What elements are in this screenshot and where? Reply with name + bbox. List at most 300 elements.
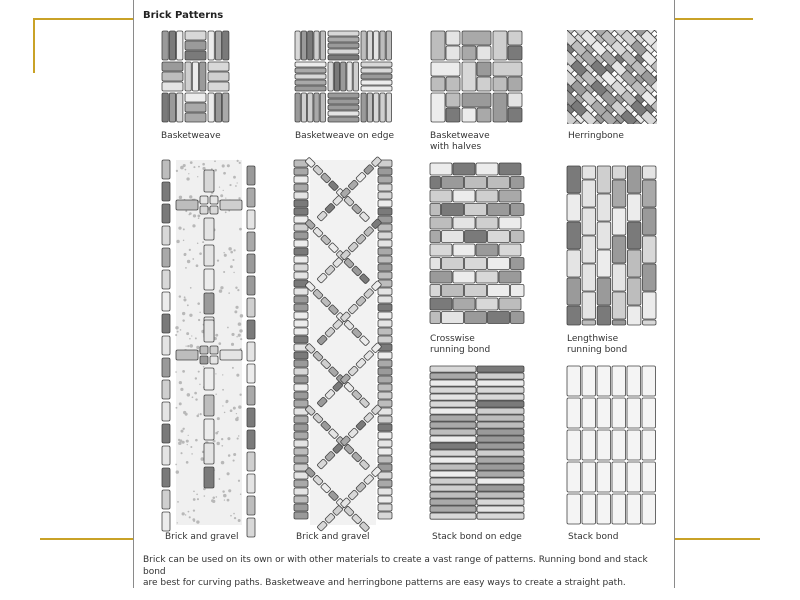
brick bbox=[378, 296, 392, 303]
brick bbox=[477, 485, 524, 491]
brick bbox=[789, 106, 800, 129]
brick bbox=[477, 108, 491, 122]
brick bbox=[378, 168, 392, 175]
brick bbox=[729, 106, 752, 129]
brick bbox=[430, 177, 441, 189]
gravel-speck bbox=[201, 457, 205, 461]
brick bbox=[643, 166, 657, 179]
brick bbox=[521, 0, 544, 13]
brick bbox=[521, 90, 544, 113]
brick bbox=[749, 106, 772, 129]
brick bbox=[597, 278, 611, 305]
brick bbox=[621, 10, 644, 33]
brick bbox=[294, 232, 308, 239]
gravel-speck bbox=[240, 314, 243, 317]
gravel-speck bbox=[228, 454, 231, 457]
brick bbox=[176, 200, 198, 210]
brick bbox=[531, 100, 554, 123]
brick bbox=[759, 76, 782, 99]
brick bbox=[661, 110, 684, 133]
gravel-speck bbox=[190, 446, 192, 448]
brick bbox=[531, 20, 554, 43]
brick bbox=[681, 70, 704, 93]
brick bbox=[477, 401, 524, 407]
brick bbox=[378, 400, 392, 407]
gravel-speck bbox=[233, 460, 235, 462]
brick bbox=[642, 494, 656, 524]
brick bbox=[208, 82, 229, 91]
brick bbox=[627, 222, 641, 249]
brick bbox=[739, 16, 762, 39]
brick bbox=[689, 0, 712, 9]
brick bbox=[442, 204, 464, 216]
brick bbox=[493, 93, 507, 122]
brick bbox=[294, 504, 308, 511]
brick bbox=[462, 31, 491, 45]
brick bbox=[177, 93, 183, 122]
gravel-speck bbox=[175, 371, 177, 373]
brick bbox=[361, 93, 366, 122]
gravel-speck bbox=[224, 254, 227, 257]
brick bbox=[295, 80, 326, 85]
brick bbox=[669, 66, 692, 89]
gravel-speck bbox=[178, 442, 182, 446]
gravel-speck bbox=[182, 428, 184, 430]
gravel-speck bbox=[181, 452, 183, 454]
brick bbox=[669, 86, 692, 109]
brick bbox=[582, 398, 596, 428]
brick bbox=[210, 346, 218, 354]
gravel-speck bbox=[198, 319, 200, 321]
brick bbox=[499, 217, 521, 229]
brick bbox=[511, 231, 525, 243]
brick bbox=[541, 90, 564, 113]
brick bbox=[411, 0, 434, 23]
brick bbox=[612, 292, 626, 319]
gravel-speck bbox=[189, 314, 192, 317]
brick bbox=[761, 90, 784, 113]
brick bbox=[378, 304, 392, 311]
brick bbox=[294, 432, 308, 439]
brick bbox=[247, 408, 255, 427]
brick bbox=[612, 166, 626, 179]
brick bbox=[671, 40, 694, 63]
brick bbox=[499, 298, 521, 310]
gravel-speck bbox=[178, 226, 181, 229]
brick bbox=[508, 93, 522, 107]
gravel-speck bbox=[230, 409, 233, 412]
brick bbox=[789, 66, 800, 89]
brick bbox=[430, 380, 476, 386]
brick bbox=[477, 380, 524, 386]
brick bbox=[721, 70, 744, 93]
gravel-speck bbox=[219, 187, 220, 188]
brick bbox=[739, 76, 762, 99]
brick bbox=[442, 258, 464, 270]
basketweave-pattern bbox=[162, 31, 229, 122]
gravel-speck bbox=[225, 198, 226, 199]
brick bbox=[721, 50, 744, 73]
gravel-speck bbox=[203, 366, 205, 368]
brick bbox=[295, 86, 326, 91]
brick bbox=[769, 26, 792, 49]
brick bbox=[220, 200, 242, 210]
gravel-speck bbox=[211, 168, 213, 170]
brick bbox=[791, 80, 800, 103]
brick bbox=[162, 292, 170, 311]
brick bbox=[567, 166, 581, 193]
brick bbox=[661, 50, 684, 73]
brick bbox=[476, 244, 498, 256]
brick bbox=[459, 0, 482, 19]
brick bbox=[294, 448, 308, 455]
brick bbox=[378, 456, 392, 463]
gravel-speck bbox=[224, 499, 225, 500]
gravel-speck bbox=[179, 196, 182, 199]
gravel-speck bbox=[179, 381, 182, 384]
brick bbox=[659, 16, 682, 39]
brick bbox=[671, 100, 694, 123]
brick bbox=[539, 36, 562, 59]
brick bbox=[699, 76, 722, 99]
brick bbox=[691, 80, 714, 103]
brick bbox=[430, 366, 476, 372]
brick bbox=[430, 436, 476, 442]
brick bbox=[709, 86, 732, 109]
brick bbox=[477, 464, 524, 470]
label-lengthwise-line1: Lengthwise bbox=[567, 334, 619, 344]
brick bbox=[469, 0, 492, 9]
brick bbox=[661, 10, 684, 33]
gravel-speck bbox=[216, 496, 218, 498]
brick bbox=[378, 272, 392, 279]
brick bbox=[294, 208, 308, 215]
brick bbox=[247, 188, 255, 207]
brick bbox=[541, 110, 564, 133]
brick bbox=[430, 457, 476, 463]
brick bbox=[488, 231, 510, 243]
gravel-speck bbox=[236, 374, 239, 377]
brick bbox=[208, 93, 214, 122]
brick bbox=[643, 180, 657, 207]
gravel-speck bbox=[185, 169, 187, 171]
brick bbox=[582, 264, 596, 291]
brick bbox=[185, 51, 206, 60]
brick bbox=[779, 56, 800, 79]
brick bbox=[430, 429, 476, 435]
brick bbox=[378, 232, 392, 239]
brick bbox=[679, 16, 702, 39]
brick bbox=[328, 49, 359, 54]
gravel-speck bbox=[223, 172, 226, 175]
brick bbox=[223, 93, 229, 122]
brick bbox=[551, 0, 574, 3]
gravel-speck bbox=[198, 371, 200, 373]
gravel-speck bbox=[187, 345, 189, 347]
brick bbox=[477, 77, 491, 91]
gravel-speck bbox=[187, 304, 189, 306]
brick bbox=[519, 16, 542, 39]
brick bbox=[627, 366, 641, 396]
gravel-speck bbox=[233, 249, 235, 251]
gravel-speck bbox=[196, 346, 199, 349]
brick bbox=[661, 70, 684, 93]
brick bbox=[669, 46, 692, 69]
gravel-speck bbox=[227, 437, 230, 440]
gravel-speck bbox=[228, 489, 231, 492]
brick bbox=[247, 342, 255, 361]
brick bbox=[639, 0, 662, 19]
brick bbox=[582, 208, 596, 235]
brick bbox=[731, 20, 754, 43]
brick bbox=[541, 0, 564, 13]
brick bbox=[361, 68, 392, 73]
brick bbox=[247, 452, 255, 471]
brick bbox=[541, 30, 564, 53]
brick bbox=[328, 111, 359, 116]
brick bbox=[631, 0, 654, 3]
brick bbox=[162, 490, 170, 509]
brick bbox=[185, 41, 206, 50]
gravel-speck bbox=[235, 418, 239, 422]
brick bbox=[380, 93, 385, 122]
brick bbox=[591, 0, 614, 3]
gravel-speck bbox=[238, 405, 241, 408]
gravel-speck bbox=[179, 295, 181, 297]
brick bbox=[441, 0, 464, 13]
caption-line-2: are best for curving paths. Basketweave and herringbone patterns are easy ways to create a straight path. bbox=[143, 578, 626, 588]
brick bbox=[328, 93, 359, 98]
brick bbox=[567, 494, 581, 524]
brick bbox=[709, 106, 732, 129]
brick bbox=[581, 10, 604, 33]
brick bbox=[731, 40, 754, 63]
gravel-speck bbox=[196, 415, 199, 418]
brick bbox=[769, 66, 792, 89]
brick bbox=[661, 90, 684, 113]
brick bbox=[430, 485, 476, 491]
brick bbox=[709, 66, 732, 89]
gravel-speck bbox=[197, 302, 200, 305]
brick bbox=[471, 0, 494, 23]
brick bbox=[204, 245, 214, 266]
brick bbox=[761, 50, 784, 73]
brick bbox=[567, 306, 581, 325]
gravel-speck bbox=[182, 312, 185, 315]
brick bbox=[247, 320, 255, 339]
brick bbox=[391, 0, 414, 3]
gravel-speck bbox=[239, 329, 242, 332]
brick bbox=[162, 424, 170, 443]
brick bbox=[508, 46, 522, 60]
brick bbox=[701, 110, 724, 133]
brick bbox=[582, 494, 596, 524]
brick bbox=[719, 16, 742, 39]
brick bbox=[567, 250, 581, 277]
brick bbox=[741, 110, 764, 133]
brick bbox=[462, 46, 476, 60]
brick bbox=[204, 467, 214, 488]
brick bbox=[729, 66, 752, 89]
brick bbox=[162, 182, 170, 201]
brick bbox=[378, 264, 392, 271]
brick bbox=[619, 0, 642, 19]
gravel-speck bbox=[189, 195, 192, 198]
brick bbox=[162, 248, 170, 267]
brick bbox=[210, 206, 218, 214]
brick bbox=[779, 76, 800, 99]
brick bbox=[328, 99, 359, 104]
brick bbox=[430, 471, 476, 477]
gravel-speck bbox=[183, 298, 186, 301]
brick bbox=[493, 77, 507, 91]
gravel-speck bbox=[200, 413, 202, 415]
brick bbox=[430, 163, 452, 175]
gravel-speck bbox=[222, 490, 224, 492]
brick bbox=[719, 96, 742, 119]
brick bbox=[751, 120, 774, 143]
brick bbox=[328, 37, 359, 42]
brick bbox=[499, 271, 521, 283]
brick bbox=[671, 120, 694, 143]
brick bbox=[689, 86, 712, 109]
brick bbox=[334, 62, 339, 91]
brick bbox=[641, 0, 664, 13]
brick bbox=[378, 176, 392, 183]
brick bbox=[476, 298, 498, 310]
brick bbox=[378, 200, 392, 207]
brick bbox=[446, 93, 460, 107]
brick bbox=[430, 298, 452, 310]
gravel-speck bbox=[180, 166, 184, 170]
brick bbox=[442, 231, 464, 243]
brick bbox=[741, 70, 764, 93]
brick bbox=[567, 430, 581, 460]
brick bbox=[378, 248, 392, 255]
brick bbox=[294, 496, 308, 503]
brick bbox=[476, 190, 498, 202]
brick bbox=[589, 6, 612, 29]
brick bbox=[378, 488, 392, 495]
gravel-speck bbox=[197, 242, 198, 243]
brick bbox=[779, 96, 800, 119]
brick bbox=[204, 170, 214, 192]
brick bbox=[699, 16, 722, 39]
brick bbox=[378, 312, 392, 319]
brick bbox=[691, 0, 714, 3]
brick bbox=[465, 312, 487, 324]
brick bbox=[378, 224, 392, 231]
brick bbox=[511, 312, 525, 324]
brick bbox=[669, 6, 692, 29]
gravel-speck bbox=[238, 322, 242, 326]
brick bbox=[627, 306, 641, 325]
gravel-speck bbox=[222, 405, 223, 406]
brick bbox=[441, 10, 464, 33]
gravel-speck bbox=[184, 296, 186, 298]
brick bbox=[671, 20, 694, 43]
brick-and-gravel-2-pattern bbox=[294, 156, 392, 532]
brick bbox=[491, 0, 514, 23]
gravel-speck bbox=[221, 445, 223, 447]
brick bbox=[430, 401, 476, 407]
brick bbox=[729, 86, 752, 109]
brick bbox=[711, 80, 734, 103]
gravel-speck bbox=[238, 435, 239, 436]
gravel-speck bbox=[215, 373, 216, 374]
brick bbox=[378, 432, 392, 439]
brick bbox=[476, 163, 498, 175]
gravel-speck bbox=[204, 495, 206, 497]
gravel-speck bbox=[181, 430, 184, 433]
brick bbox=[509, 0, 532, 9]
brick bbox=[200, 206, 208, 214]
brick bbox=[210, 356, 218, 364]
brick bbox=[679, 56, 702, 79]
gravel-speck bbox=[198, 166, 200, 168]
brick bbox=[511, 204, 525, 216]
brick bbox=[721, 30, 744, 53]
brick bbox=[204, 269, 214, 290]
brick bbox=[582, 292, 596, 319]
gravel-speck bbox=[235, 306, 238, 309]
gravel-speck bbox=[197, 498, 199, 500]
brick bbox=[294, 272, 308, 279]
brick bbox=[462, 93, 491, 107]
brick bbox=[627, 430, 641, 460]
gravel-speck bbox=[219, 289, 222, 292]
brick bbox=[430, 408, 476, 414]
gravel-speck bbox=[228, 292, 230, 294]
brick bbox=[430, 394, 476, 400]
gravel-speck bbox=[218, 342, 221, 345]
brick bbox=[294, 184, 308, 191]
brick bbox=[477, 457, 524, 463]
gravel-speck bbox=[227, 164, 230, 167]
gravel-speck bbox=[224, 412, 226, 414]
brick bbox=[169, 93, 175, 122]
label-basketweave: Basketweave bbox=[161, 131, 221, 141]
brick bbox=[320, 93, 325, 122]
gravel-speck bbox=[223, 190, 224, 191]
gravel-speck bbox=[230, 515, 232, 517]
gravel-speck bbox=[176, 470, 179, 473]
gravel-speck bbox=[230, 251, 233, 254]
brick bbox=[739, 56, 762, 79]
brick bbox=[531, 0, 554, 23]
brick bbox=[597, 306, 611, 325]
brick bbox=[741, 50, 764, 73]
brick bbox=[643, 208, 657, 235]
brick bbox=[328, 62, 333, 91]
brick bbox=[200, 346, 208, 354]
gravel-speck bbox=[193, 166, 195, 168]
brick bbox=[162, 380, 170, 399]
brick bbox=[488, 177, 510, 189]
brick bbox=[679, 76, 702, 99]
brick bbox=[701, 0, 724, 13]
gravel-speck bbox=[235, 185, 237, 187]
brick bbox=[711, 0, 734, 23]
brick bbox=[477, 478, 524, 484]
brick bbox=[621, 0, 644, 13]
brick bbox=[709, 0, 732, 9]
brick bbox=[453, 298, 475, 310]
brick bbox=[699, 96, 722, 119]
gravel-speck bbox=[194, 392, 197, 395]
brick bbox=[162, 270, 170, 289]
brick bbox=[353, 62, 358, 91]
